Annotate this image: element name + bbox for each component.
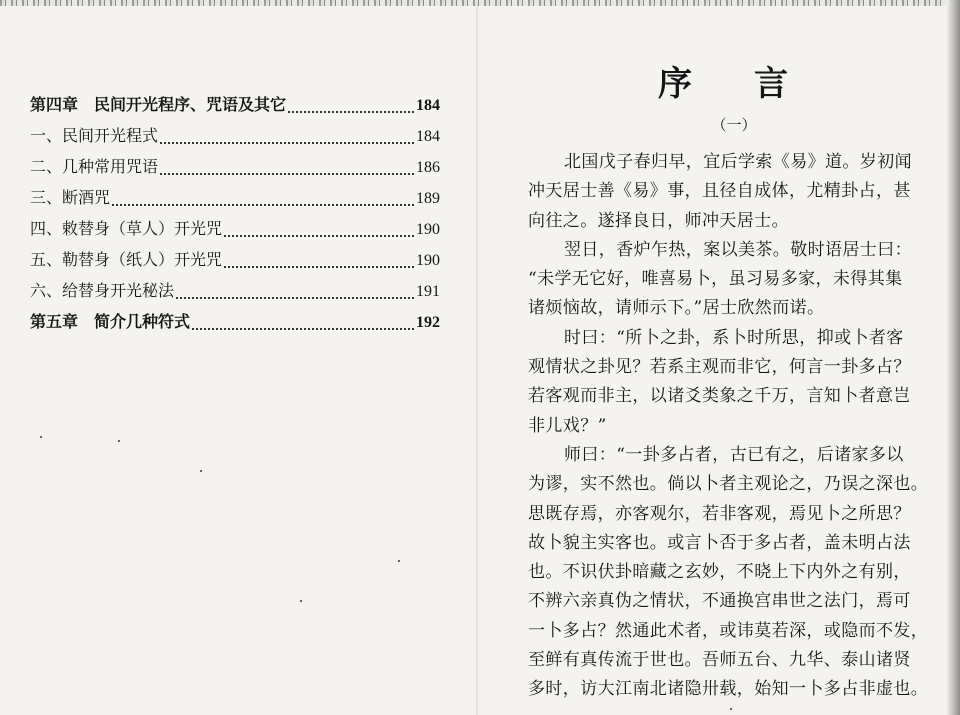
preface-body [528, 148, 940, 705]
scan-speck [300, 600, 302, 602]
toc-leader-dots [176, 297, 414, 299]
toc-entry-page: 184 [416, 97, 440, 114]
toc-entry-title: 六、给替身开光秘法 [30, 281, 175, 300]
toc-leader-dots [192, 328, 414, 330]
toc-entry-page: 190 [416, 221, 440, 238]
section-marker: （一） [711, 116, 757, 134]
toc-entry [30, 278, 440, 309]
toc-entry-page: 189 [416, 190, 440, 207]
scan-speck [40, 436, 42, 438]
toc-entry-page: 184 [416, 128, 440, 145]
preface-line: 思既存焉，亦客观尔，若非客观，焉见卜之所思？ [528, 503, 911, 524]
preface-line: 一卜多占？然通此术者，或讳莫若深，或隐而不发， [528, 620, 929, 641]
scan-speck [118, 440, 120, 442]
preface-line: 时曰：“所卜之卦，系卜时所思，抑或卜者客 [564, 327, 904, 348]
scan-speck [200, 470, 202, 472]
toc-entry [30, 154, 440, 185]
preface-line: 多时，访大江南北诸隐卅载，始知一卜多占非虚也。 [528, 679, 929, 700]
preface-heading: 序言 [658, 64, 850, 104]
scan-top-edge [0, 0, 960, 6]
scan-right-edge [946, 0, 960, 715]
toc-entry-title: 四、敕替身（草人）开光咒 [30, 219, 223, 238]
preface-line: 向往之。遂择良日，师冲天居士。 [528, 210, 789, 231]
preface-line: 观情状之卦见？若系主观而非它，何言一卦多占？ [528, 357, 911, 378]
preface-page [528, 60, 940, 705]
toc-entry [30, 247, 440, 278]
preface-line: 诸烦恼故，请师示下。”居士欣然而诺。 [528, 298, 825, 319]
toc-entry [30, 185, 440, 216]
toc-entry-title: 第五章 简介几种符式 [30, 312, 191, 331]
preface-line: 北国戊子春归早，宜后学索《易》道。岁初闻 [564, 152, 912, 172]
toc-entry [30, 309, 440, 340]
preface-line: 若客观而非主，以诸爻类象之千万，言知卜者意岂 [528, 386, 911, 407]
toc-entry-page: 191 [416, 283, 440, 300]
toc-leader-dots [224, 266, 414, 268]
preface-line: “未学无它好，唯喜易卜，虽习易多家，未得其集 [528, 269, 903, 290]
preface-line: 冲天居士善《易》事，且径自成体，尤精卦占，甚 [528, 181, 911, 202]
toc-entry-page: 192 [416, 314, 440, 331]
preface-line: 故卜貌主实客也。或言卜否于多占者，盖未明占法 [528, 532, 911, 553]
toc-entry-title: 二、几种常用咒语 [30, 157, 159, 176]
preface-line: 师曰：“一卦多占者，古已有之，后诸家多以 [564, 444, 904, 465]
scan-speck [398, 560, 400, 562]
preface-line: 为谬，实不然也。倘以卜者主观论之，乃误之深也。 [528, 474, 929, 495]
toc-entry [30, 123, 440, 154]
toc-entry [30, 92, 440, 123]
toc-entry-title: 五、勒替身（纸人）开光咒 [30, 250, 223, 269]
toc-entry-page: 190 [416, 252, 440, 269]
toc-leader-dots [224, 235, 414, 237]
preface-line: 翌日，香炉乍热，案以美茶。敬时语居士曰： [564, 239, 912, 260]
preface-line: 也。不识伏卦暗藏之玄妙，不晓上下内外之有别， [528, 562, 911, 583]
toc-leader-dots [160, 142, 414, 144]
toc-leader-dots [288, 111, 414, 113]
preface-line: 至鲜有真传流于世也。吾师五台、九华、泰山诸贤 [528, 650, 911, 671]
toc-entry-title: 三、断酒咒 [30, 188, 111, 207]
toc-entry [30, 216, 440, 247]
book-gutter [476, 0, 478, 715]
preface-line: 不辨六亲真伪之情状，不通换宫串世之法门，焉可 [528, 591, 911, 612]
scan-speck [730, 708, 732, 710]
toc-entry-title: 一、民间开光程式 [30, 126, 159, 145]
toc-entry-title: 第四章 民间开光程序、咒语及其它 [30, 95, 287, 114]
toc-leader-dots [160, 173, 414, 175]
toc-leader-dots [112, 204, 414, 206]
toc-entry-page: 186 [416, 159, 440, 176]
table-of-contents [30, 92, 440, 340]
preface-line: 非儿戏？” [528, 415, 607, 436]
